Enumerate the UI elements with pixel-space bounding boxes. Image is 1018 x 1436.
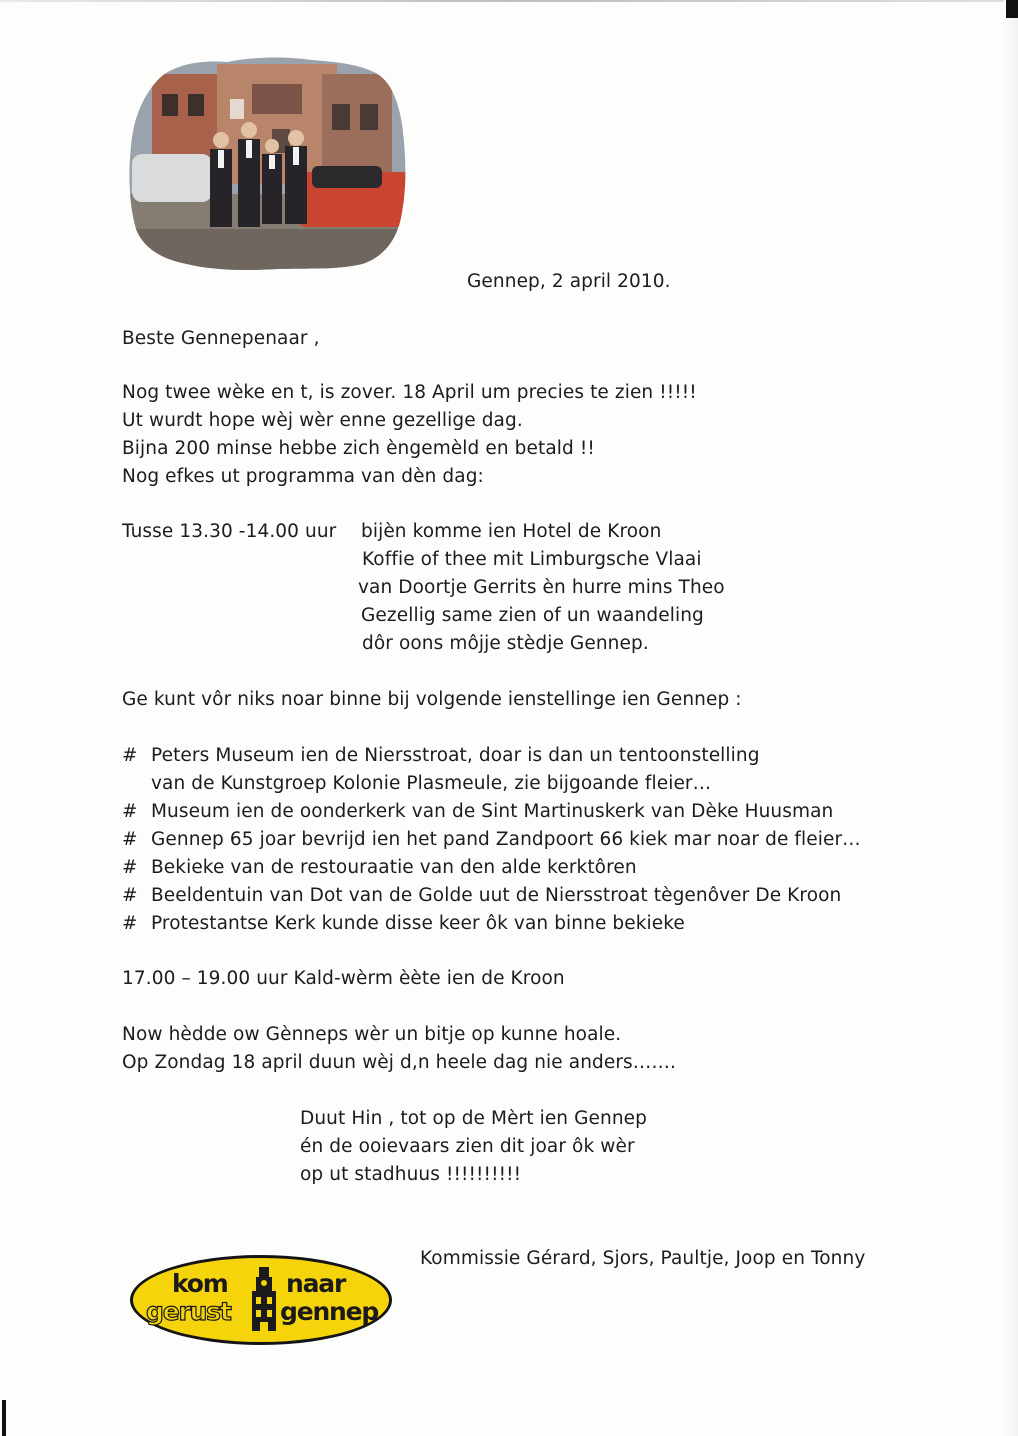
schedule-line: bijèn komme ien Hotel de Kroon <box>361 521 662 542</box>
bullet-symbol: # <box>122 801 138 822</box>
closing-line: Now hèdde ow Gènneps wèr un bitje op kunne hoale. <box>122 1024 622 1045</box>
town-hall-icon <box>246 1265 282 1335</box>
dinner-line: 17.00 – 19.00 uur Kald-wèrm èète ien de Kroon <box>122 968 565 989</box>
schedule-line: Koffie of thee mit Limburgsche Vlaai <box>362 549 702 570</box>
bullet-symbol: # <box>122 745 138 766</box>
bullet-item: Protestantse Kerk kunde disse keer ôk van binne bekieke <box>151 913 685 934</box>
scan-edge-top <box>0 0 1018 2</box>
logo-word: naar <box>286 1269 346 1298</box>
farewell-line: én de ooievaars zien dit joar ôk wèr <box>300 1136 635 1157</box>
schedule-time: Tusse 13.30 -14.00 uur <box>122 521 337 542</box>
logo-word: kom <box>172 1269 228 1298</box>
signature: Kommissie Gérard, Sjors, Paultje, Joop en Tonny <box>420 1248 866 1269</box>
bullet-item: Museum ien de oonderkerk van de Sint Martinuskerk van Dèke Huusman <box>151 801 834 822</box>
bullet-symbol: # <box>122 913 138 934</box>
bullet-symbol: # <box>122 829 138 850</box>
letter-date: Gennep, 2 april 2010. <box>467 271 671 292</box>
schedule-line: van Doortje Gerrits èn hurre mins Theo <box>358 577 725 598</box>
kom-naar-gennep-logo <box>130 1255 396 1349</box>
schedule-line: dôr oons môjje stèdje Gennep. <box>362 633 649 654</box>
bullet-item: Gennep 65 joar bevrijd ien het pand Zandpoort 66 kiek mar noar de fleier… <box>151 829 861 850</box>
bullet-item: Bekieke van de restouraatie van den alde kerktôren <box>151 857 637 878</box>
bullet-item-continuation: van de Kunstgroep Kolonie Plasmeule, zie bijgoande fleier… <box>151 773 712 794</box>
free-entry-line: Ge kunt vôr niks noar binne bij volgende ienstellinge ien Gennep : <box>122 689 742 710</box>
group-photo <box>122 54 412 274</box>
intro-line: Nog efkes ut programma van dèn dag: <box>122 466 484 487</box>
logo-word: gennep <box>280 1297 379 1326</box>
scan-mark <box>2 1400 6 1436</box>
salutation: Beste Gennepenaar , <box>122 328 320 349</box>
farewell-line: Duut Hin , tot op de Mèrt ien Gennep <box>300 1108 648 1129</box>
bullet-item: Beeldentuin van Dot van de Golde uut de Niersstroat tègenôver De Kroon <box>151 885 842 906</box>
scan-mark <box>1006 0 1018 18</box>
intro-line: Nog twee wèke en t, is zover. 18 April um precies te zien !!!!! <box>122 382 697 403</box>
closing-line: Op Zondag 18 april duun wèj d,n heele dag nie anders……. <box>122 1052 676 1073</box>
scan-edge-right <box>1004 0 1018 1436</box>
bullet-symbol: # <box>122 885 138 906</box>
intro-line: Bijna 200 minse hebbe zich èngemèld en betald !! <box>122 438 595 459</box>
farewell-line: op ut stadhuus !!!!!!!!!! <box>300 1164 522 1185</box>
intro-line: Ut wurdt hope wèj wèr enne gezellige dag. <box>122 410 523 431</box>
bullet-symbol: # <box>122 857 138 878</box>
bullet-item: Peters Museum ien de Niersstroat, doar is dan un tentoonstelling <box>151 745 760 766</box>
schedule-line: Gezellig same zien of un waandeling <box>361 605 704 626</box>
logo-word: gerust <box>146 1297 231 1326</box>
